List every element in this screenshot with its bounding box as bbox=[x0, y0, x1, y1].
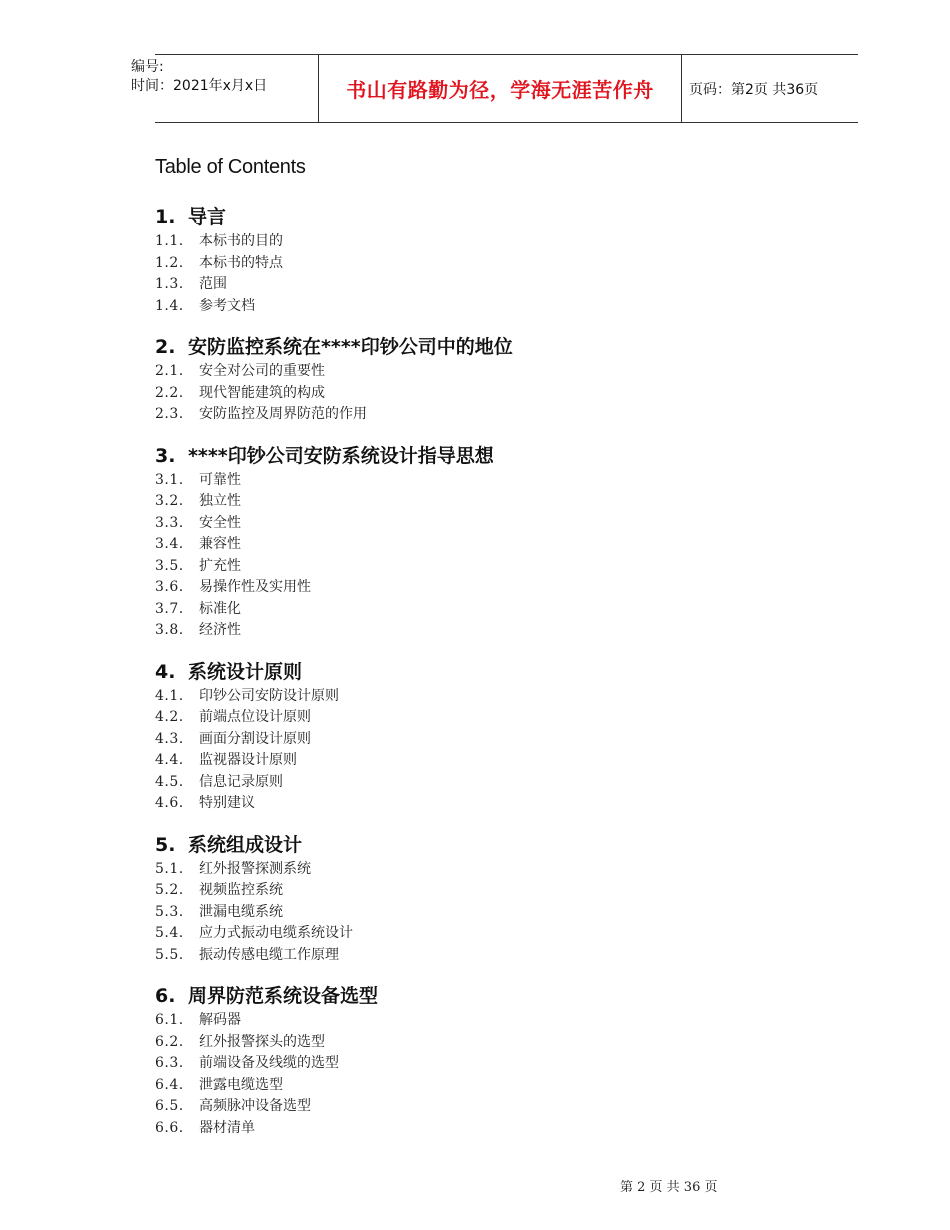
section-title: 系统组成设计 bbox=[188, 833, 303, 856]
toc-section bbox=[155, 983, 855, 1139]
toc-section-heading[interactable] bbox=[155, 334, 855, 361]
entry-number: 4.2. bbox=[155, 709, 184, 725]
toc-section bbox=[155, 204, 855, 317]
entry-number: 6.1. bbox=[155, 1012, 184, 1028]
entry-number: 3.8. bbox=[155, 622, 184, 638]
entry-number: 6.6. bbox=[155, 1119, 184, 1136]
entry-number: 5.3. bbox=[155, 903, 184, 920]
header-page-number: 页码：第2页 共36页 bbox=[689, 81, 819, 98]
entry-title: 现代智能建筑的构成 bbox=[199, 384, 325, 401]
entry-title: 解码器 bbox=[199, 1012, 241, 1028]
section-number: 3. bbox=[155, 444, 176, 467]
entry-title: 前端点位设计原则 bbox=[199, 709, 311, 725]
entry-title: 信息记录原则 bbox=[199, 773, 283, 790]
entry-title: 红外报警探头的选型 bbox=[199, 1033, 325, 1050]
entry-title: 振动传感电缆工作原理 bbox=[199, 946, 339, 963]
section-title: ****印钞公司安防系统设计指导思想 bbox=[188, 444, 494, 467]
entry-title: 泄露电缆选型 bbox=[199, 1076, 283, 1093]
toc-entry[interactable] bbox=[155, 513, 855, 535]
toc-entry[interactable] bbox=[155, 923, 855, 945]
entry-title: 易操作性及实用性 bbox=[199, 579, 311, 595]
entry-number: 1.2. bbox=[155, 254, 184, 271]
entry-title: 红外报警探测系统 bbox=[199, 860, 311, 877]
entry-number: 4.6. bbox=[155, 795, 184, 811]
entry-title: 可靠性 bbox=[199, 471, 241, 488]
entry-title: 前端设备及线缆的选型 bbox=[199, 1055, 339, 1071]
entry-number: 5.1. bbox=[155, 860, 184, 877]
toc-entry[interactable] bbox=[155, 361, 855, 383]
entry-title: 应力式振动电缆系统设计 bbox=[199, 925, 353, 941]
entry-number: 6.4. bbox=[155, 1076, 184, 1093]
entry-number: 3.6. bbox=[155, 579, 184, 595]
toc-entry[interactable] bbox=[155, 1118, 855, 1140]
entry-number: 4.1. bbox=[155, 687, 184, 704]
header-meta bbox=[131, 55, 317, 122]
toc-entry[interactable] bbox=[155, 556, 855, 578]
toc-entry[interactable] bbox=[155, 1075, 855, 1097]
toc-section-heading[interactable] bbox=[155, 832, 855, 859]
entry-number: 4.5. bbox=[155, 773, 184, 790]
toc-entry[interactable] bbox=[155, 945, 855, 967]
toc-entry[interactable] bbox=[155, 707, 855, 729]
table-of-contents bbox=[155, 204, 855, 1156]
entry-title: 安防监控及周界防范的作用 bbox=[199, 406, 367, 422]
section-number: 1. bbox=[155, 206, 176, 228]
entry-title: 印钞公司安防设计原则 bbox=[199, 687, 339, 704]
entry-number: 2.1. bbox=[155, 363, 184, 379]
entry-title: 视频监控系统 bbox=[199, 882, 283, 898]
toc-entry[interactable] bbox=[155, 534, 855, 556]
entry-title: 泄漏电缆系统 bbox=[199, 903, 283, 920]
page-footer: 第 2 页 共 36 页 bbox=[620, 1180, 718, 1195]
entry-number: 2.2. bbox=[155, 384, 184, 401]
section-number: 6. bbox=[155, 985, 176, 1007]
toc-entry[interactable] bbox=[155, 859, 855, 881]
entry-title: 扩充性 bbox=[199, 557, 241, 574]
entry-number: 5.5. bbox=[155, 946, 184, 963]
toc-section-heading[interactable] bbox=[155, 443, 855, 470]
toc-section bbox=[155, 334, 855, 426]
entry-number: 3.4. bbox=[155, 536, 184, 552]
toc-section bbox=[155, 443, 855, 642]
entry-title: 安全性 bbox=[199, 514, 241, 531]
toc-section bbox=[155, 832, 855, 967]
section-title: 导言 bbox=[188, 206, 227, 228]
entry-number: 6.5. bbox=[155, 1098, 184, 1114]
toc-entry[interactable] bbox=[155, 1032, 855, 1054]
entry-title: 兼容性 bbox=[199, 536, 241, 552]
section-number: 5. bbox=[155, 833, 176, 856]
toc-entry[interactable] bbox=[155, 729, 855, 751]
entry-number: 3.1. bbox=[155, 471, 184, 488]
section-title: 周界防范系统设备选型 bbox=[188, 985, 379, 1007]
toc-entry[interactable] bbox=[155, 1053, 855, 1075]
entry-number: 3.5. bbox=[155, 557, 184, 574]
toc-entry[interactable] bbox=[155, 577, 855, 599]
toc-section bbox=[155, 659, 855, 815]
toc-entry[interactable] bbox=[155, 404, 855, 426]
entry-number: 3.2. bbox=[155, 493, 184, 509]
section-number: 4. bbox=[155, 660, 176, 683]
entry-title: 本标书的特点 bbox=[199, 254, 283, 271]
entry-title: 高频脉冲设备选型 bbox=[199, 1098, 311, 1114]
entry-number: 3.7. bbox=[155, 600, 184, 617]
toc-entry[interactable] bbox=[155, 880, 855, 902]
toc-entry[interactable] bbox=[155, 470, 855, 492]
entry-number: 4.4. bbox=[155, 752, 184, 768]
toc-title: Table of Contents bbox=[155, 156, 306, 178]
toc-entry[interactable] bbox=[155, 296, 855, 318]
entry-title: 监视器设计原则 bbox=[199, 752, 297, 768]
section-title: 安防监控系统在****印钞公司中的地位 bbox=[188, 336, 513, 358]
toc-entry[interactable] bbox=[155, 383, 855, 405]
entry-title: 独立性 bbox=[199, 493, 241, 509]
entry-number: 1.1. bbox=[155, 233, 184, 249]
entry-title: 范围 bbox=[199, 276, 227, 292]
entry-title: 特别建议 bbox=[199, 795, 255, 811]
toc-entry[interactable] bbox=[155, 1010, 855, 1032]
entry-title: 器材清单 bbox=[199, 1119, 255, 1136]
toc-section-heading[interactable] bbox=[155, 204, 855, 231]
doc-time-label: 时间：2021年x月x日 bbox=[131, 78, 268, 94]
entry-number: 5.4. bbox=[155, 925, 184, 941]
toc-entry[interactable] bbox=[155, 231, 855, 253]
entry-title: 画面分割设计原则 bbox=[199, 730, 311, 747]
doc-code-label: 编号: bbox=[131, 59, 164, 75]
entry-number: 1.3. bbox=[155, 276, 184, 292]
toc-entry[interactable] bbox=[155, 491, 855, 513]
entry-number: 1.4. bbox=[155, 297, 184, 314]
toc-entry[interactable] bbox=[155, 1096, 855, 1118]
entry-number: 6.2. bbox=[155, 1033, 184, 1050]
entry-number: 6.3. bbox=[155, 1055, 184, 1071]
toc-entry[interactable] bbox=[155, 793, 855, 815]
entry-number: 3.3. bbox=[155, 514, 184, 531]
section-title: 系统设计原则 bbox=[188, 660, 303, 683]
header-motto: 书山有路勤为径，学海无涯苦作舟 bbox=[318, 55, 682, 122]
toc-entry[interactable] bbox=[155, 750, 855, 772]
toc-entry[interactable] bbox=[155, 620, 855, 642]
toc-entry[interactable] bbox=[155, 599, 855, 621]
page-header bbox=[131, 54, 858, 123]
entry-title: 标准化 bbox=[199, 600, 241, 617]
entry-number: 4.3. bbox=[155, 730, 184, 747]
entry-title: 参考文档 bbox=[199, 297, 255, 314]
toc-entry[interactable] bbox=[155, 772, 855, 794]
toc-section-heading[interactable] bbox=[155, 659, 855, 686]
toc-entry[interactable] bbox=[155, 686, 855, 708]
toc-entry[interactable] bbox=[155, 253, 855, 275]
entry-number: 5.2. bbox=[155, 882, 184, 898]
entry-title: 本标书的目的 bbox=[199, 233, 283, 249]
entry-title: 经济性 bbox=[199, 622, 241, 638]
section-number: 2. bbox=[155, 336, 176, 358]
toc-entry[interactable] bbox=[155, 274, 855, 296]
toc-entry[interactable] bbox=[155, 902, 855, 924]
toc-section-heading[interactable] bbox=[155, 983, 855, 1010]
entry-number: 2.3. bbox=[155, 406, 184, 422]
entry-title: 安全对公司的重要性 bbox=[199, 363, 325, 379]
